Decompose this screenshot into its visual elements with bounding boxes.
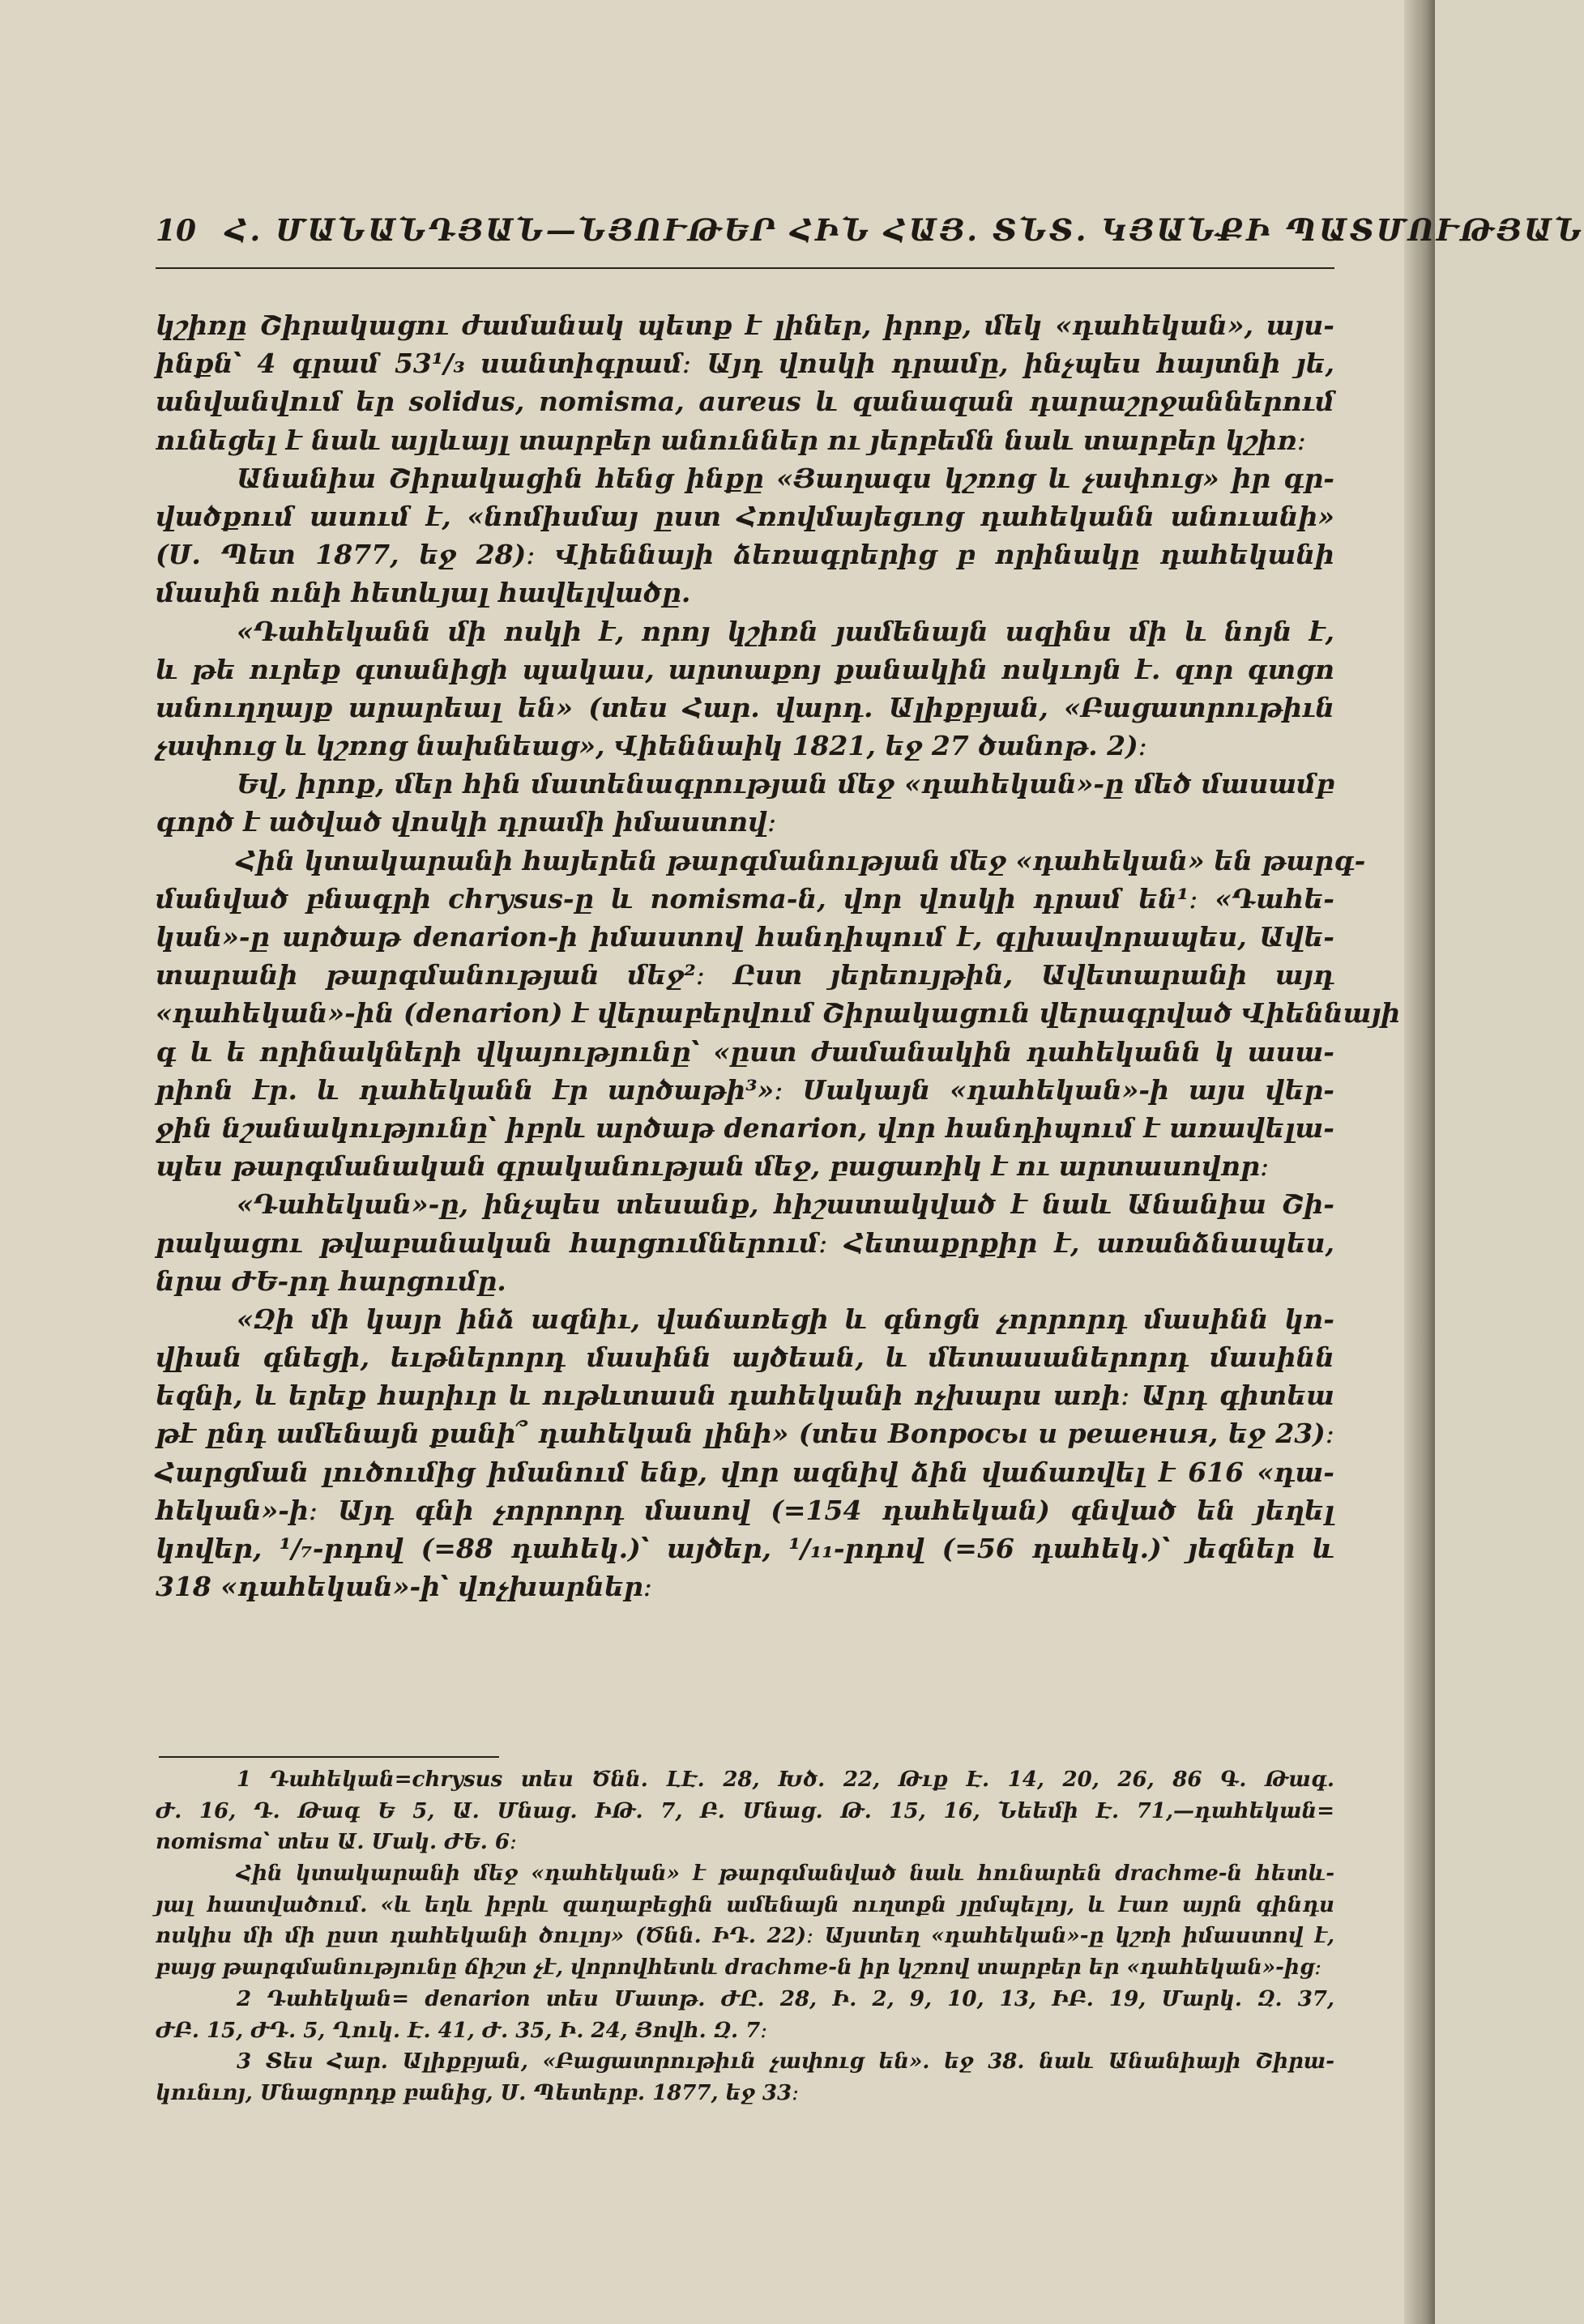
footnote-line: յալ հատվածում. «և եղև իբրև զաղաբեցին ամենայն ուղտքն յըմպելոյ, և էառ այրն գինդս <box>156 1892 1334 1917</box>
text-line: ինքն՝ 4 գրամ 53¹/₃ սանտիգրամ։ Այդ վոսկի դրամը, ինչպես հայտնի յե, <box>156 348 1334 380</box>
header-rule <box>156 267 1334 269</box>
footnote-line: ոսկիս մի մի ըստ դահեկանի ծուլոյ» (Ծնն. ԻԴ. 22)։ Այստեղ «դահեկան»-ը կշռի իմաստով է, <box>156 1924 1334 1949</box>
text-line: Հին կտակարանի հայերեն թարգմանության մեջ «դահեկան» են թարգ- <box>237 844 1366 876</box>
text-line: թէ ընդ ամենայն քանի՞ դահեկան լինի» (տես Вопросы и решения, եջ 23)։ <box>156 1418 1335 1450</box>
body-text <box>156 306 1401 1605</box>
text-line: հեկան»-ի։ Այդ գնի չորրորդ մասով (=154 դահեկան) գնված են յեղել <box>156 1494 1334 1526</box>
text-line: Եվ, իրոք, մեր հին մատենագրության մեջ «դահեկան»-ը մեծ մասամբ <box>237 768 1334 800</box>
text-line: նրա ԺԵ-րդ հարցումը. <box>156 1264 506 1297</box>
text-line: Անանիա Շիրակացին հենց ինքը «Յաղագս կշռոց և չափուց» իր գր- <box>237 462 1334 494</box>
text-line: վածքում ասում է, «նոմիսմայ ըստ Հռովմայեցւոց դահեկանն անուանի» <box>156 500 1334 532</box>
text-line: պես թարգմանական գրականության մեջ, բացառիկ է ու արտասովոր։ <box>156 1150 1270 1183</box>
text-line: անուղղայք արարեալ են» (տես Հար. վարդ. Ալիքբյան, «Բացատրութիւն <box>156 691 1334 723</box>
text-line: գ և ե որինակների վկայությունը՝ «ըստ ժամանակին դահեկանն կ ասա- <box>156 1035 1334 1068</box>
running-title: Հ. ՄԱՆԱՆԴՅԱՆ—ՆՅՈՒԹԵՐ ՀԻՆ ՀԱՅ. ՏՆՏ. ԿՅԱՆՔԻ ՊԱՏՄՈՒԹՅԱՆ <box>225 212 1584 248</box>
text-line: ունեցել է նաև այլևայլ տարբեր անուններ ու յերբեմն նաև տարբեր կշիռ։ <box>156 424 1306 456</box>
text-line: 318 «դահեկան»-ի՝ վոչխարներ։ <box>156 1571 652 1603</box>
text-line: վիան գնեցի, եւթներորդ մասինն այծեան, և մետասաներորդ մասինն <box>156 1341 1334 1374</box>
text-line: տարանի թարգմանության մեջ²։ Ըստ յերեույթին, Ավետարանի այդ <box>156 959 1334 991</box>
text-line: գործ է ածված վոսկի դրամի իմաստով։ <box>156 806 777 838</box>
text-line: եզնի, և երեք հարիւր և ութևտասն դահեկանի ոչխարս առի։ Արդ գիտեա <box>156 1379 1334 1412</box>
text-line: «Դահեկան»-ը, ինչպես տեսանք, հիշատակված է նաև Անանիա Շի- <box>237 1188 1334 1221</box>
text-line: կան»-ը արծաթ denarion-ի իմաստով հանդիպում է, գլխավորապես, Ավե- <box>156 921 1334 953</box>
footnote-line: 1 Դահեկան=chrysus տես Ծնն. ԼԷ. 28, Խծ. 22, Թւք Է. 14, 20, 26, 86 Գ. Թագ. <box>237 1768 1334 1792</box>
text-line: կովեր, ¹/₇-րդով (=88 դահեկ.)՝ այծեր, ¹/₁₁-րդով (=56 դահեկ.)՝ յեզներ և <box>156 1533 1334 1564</box>
footnote-line: Ժ. 16, Դ. Թագ Ե 5, Ա. Մնաց. ԻԹ. 7, Բ. Մնաց. Թ. 15, 16, Նեեմի Է. 71,—դահեկան= <box>156 1798 1334 1823</box>
text-line: Հարցման լուծումից իմանում ենք, վոր ազնիվ ձին վաճառվել է 616 «դա- <box>156 1456 1334 1488</box>
text-line: չափուց և կշռոց նախնեաց», Վիեննաիկ 1821, եջ 27 ծանոթ. 2)։ <box>156 730 1147 762</box>
text-line: «Զի մի կայր ինձ ազնիւ, վաճառեցի և գնոցն չորրորդ մասինն կո- <box>237 1303 1334 1335</box>
footnote-line: 2 Դահեկան= denarion տես Մատթ. ԺԸ. 28, Ի. 2, 9, 10, 13, ԻԲ. 19, Մարկ. Զ. 37, <box>237 1986 1334 2011</box>
footnote-line: Հին կտակարանի մեջ «դահեկան» է թարգմանված նաև հունարեն drachme-ն հետև- <box>237 1861 1334 1887</box>
text-line: «Դահեկանն մի ոսկի է, որոյ կշիռն յամենայն ազինս մի և նոյն է, <box>237 615 1334 647</box>
page-number: 10 <box>156 214 197 248</box>
text-line: մասին ունի հետևյալ հավելվածը. <box>156 577 691 609</box>
text-line: կշիռը Շիրակացու ժամանակ պետք է լիներ, իրոք, մեկ «դահեկան», այս- <box>156 309 1334 341</box>
text-line: րիոն էր. և դահեկանն էր արծաթի³»։ Սակայն «դահեկան»-ի այս վեր- <box>156 1073 1334 1106</box>
footnote-line: ԺԲ. 15, ԺԴ. 5, Ղուկ. Է. 41, Ժ. 35, Ի. 24, Յովհ. Զ. 7։ <box>156 2018 768 2043</box>
footnote-rule <box>159 1756 499 1758</box>
page-header <box>156 212 1584 261</box>
text-line: րակացու թվաբանական հարցումներում։ Հետաքրքիր է, առանձնապես, <box>156 1226 1334 1259</box>
footnotes <box>156 1764 1334 2109</box>
footnote-line: կունւոյ, Մնացորդք բանից, Ս. Պետերբ. 1877, եջ 33։ <box>156 2080 799 2105</box>
text-line: և թե ուրեք գտանիցի պակաս, արտաքոյ քանակին ոսկւոյն է. զոր գտցո <box>156 653 1334 685</box>
text-line: «դահեկան»-ին (denarion) է վերաբերվում Շիրակացուն վերագրված Վիեննայի <box>156 997 1401 1030</box>
text-line: ջին նշանակությունը՝ իբրև արծաթ denarion, վոր հանդիպում է առավելա- <box>156 1111 1334 1144</box>
text-line: անվանվում եր solidus, nomisma, aureus և զանազան դարաշրջաններում <box>156 386 1334 418</box>
footnote-line: բայց թարգմանությունը ճիշտ չէ, վորովհետև drachme-ն իր կշռով տարբեր եր «դահեկան»-ից։ <box>156 1955 1322 1981</box>
text-line: (Ս. Պետ 1877, եջ 28)։ Վիեննայի ձեռագրերից բ որինակը դահեկանի <box>156 539 1334 571</box>
footnote-line: 3 Տես Հար. Ալիքբյան, «Բացատրութիւն չափուց են». եջ 38. նաև Անանիայի Շիրա- <box>237 2049 1334 2075</box>
text-line: մանված բնագրի chrysus-ը և nomisma-ն, վոր վոսկի դրամ են¹։ «Դահե- <box>156 882 1334 915</box>
footnote-line: nomisma՝ տես Ա. Մակ. ԺԵ. 6։ <box>156 1830 517 1855</box>
page-edge-shadow <box>1404 0 1435 2324</box>
